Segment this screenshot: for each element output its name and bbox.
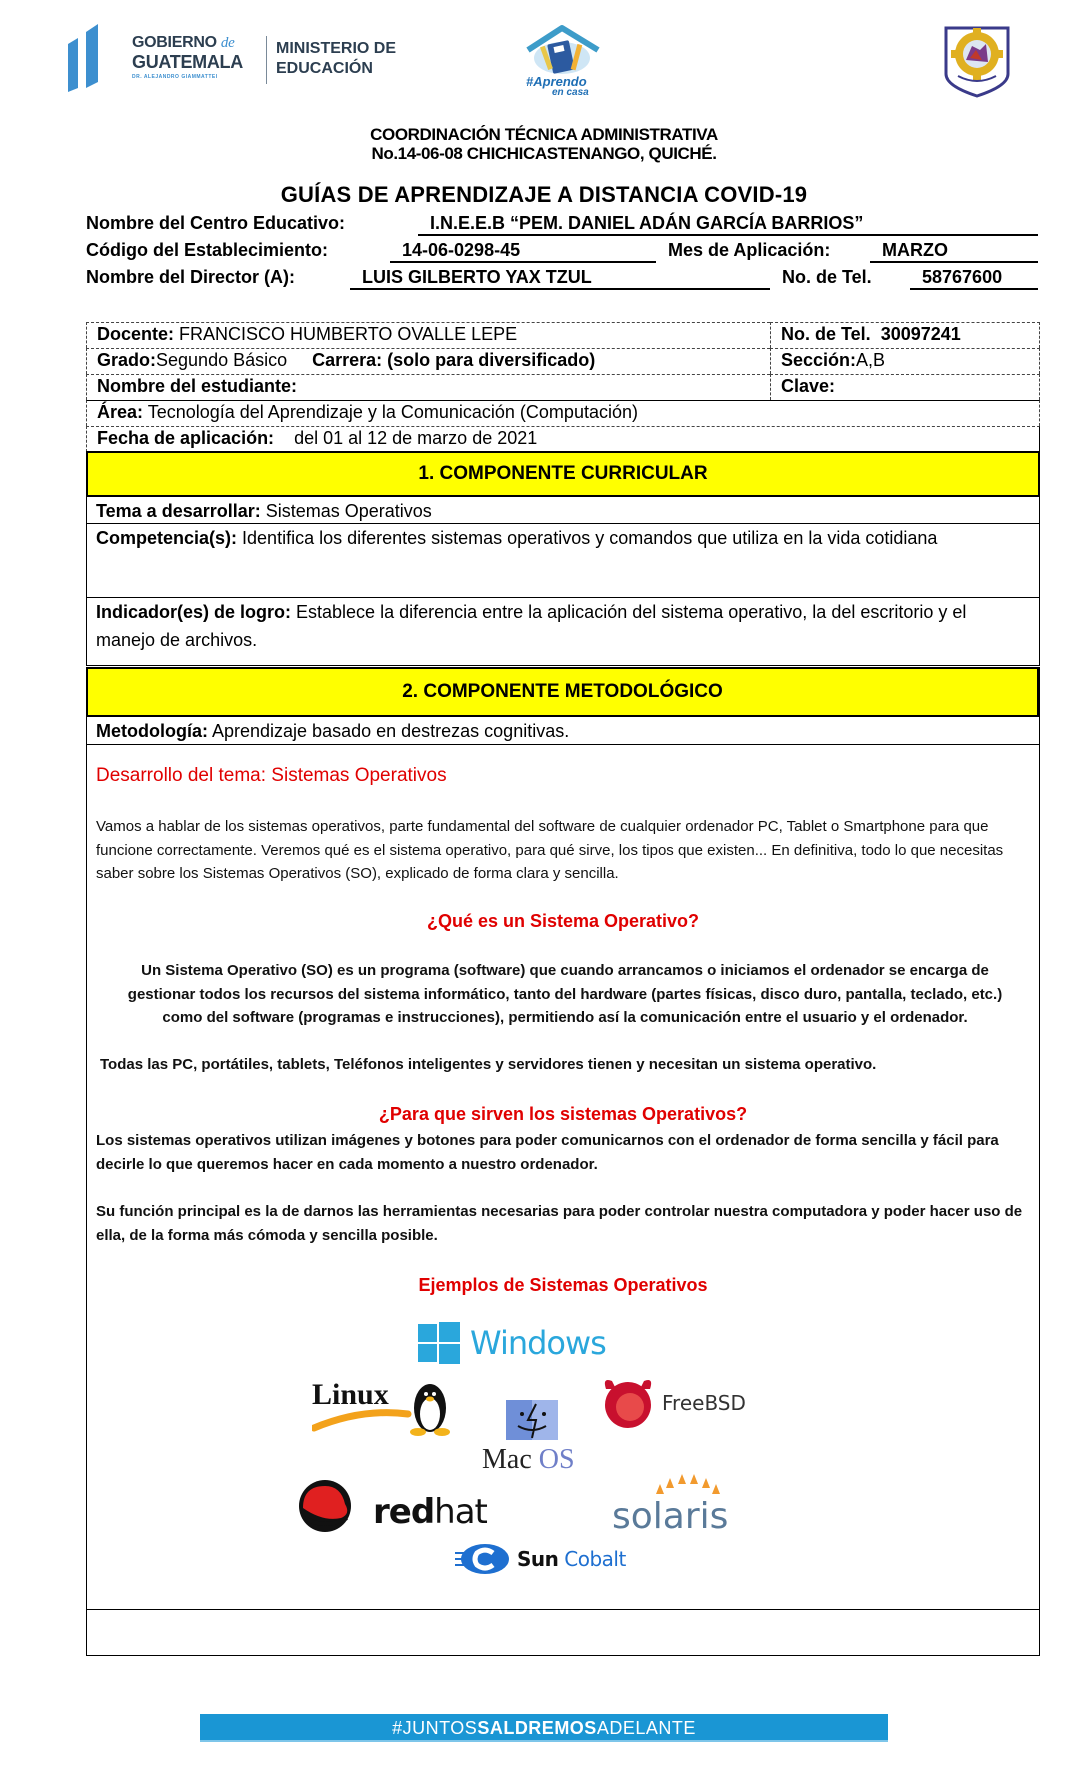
banner-prefix: #JUNTOS — [392, 1718, 478, 1738]
guatemala-label: GUATEMALA — [132, 52, 243, 72]
sun-cobalt-label: Sun Cobalt — [517, 1547, 626, 1571]
competencia-value: Identifica los diferentes sistemas operativos y comandos que utiliza en la vida cotidiana — [237, 528, 938, 548]
director-label: Nombre del Director (A): — [86, 267, 296, 287]
fecha-value: del 01 al 12 de marzo de 2021 — [294, 428, 538, 448]
seccion-value: A,B — [856, 350, 886, 370]
aprendo-en-casa-logo — [522, 24, 612, 104]
seccion-label: Sección: — [781, 350, 857, 370]
docente-value: FRANCISCO HUMBERTO OVALLE LEPE — [174, 324, 518, 344]
what-for-heading: ¿Para que sirven los sistemas Operativos? — [378, 1104, 748, 1124]
teacher-phone-cell — [770, 322, 1040, 348]
solaris-label: solaris — [612, 1496, 729, 1537]
banner-bold: SALDREMOS — [477, 1718, 597, 1738]
macos-label: Mac OS — [482, 1444, 575, 1475]
tema-label: Tema a desarrollar: — [96, 501, 261, 521]
all-devices-line: Todas las PC, portátiles, tablets, Teléfonos inteligentes y servidores tienen y necesitan un sistema operativo. — [100, 1056, 877, 1073]
divider — [86, 744, 1040, 745]
fecha-cell — [86, 426, 1040, 452]
educacion-label: EDUCACIÓN — [276, 60, 373, 77]
grado-value: Segundo Básico — [156, 350, 288, 370]
area-value: Tecnología del Aprendizaje y la Comunicación (Computación) — [143, 402, 638, 422]
area-cell — [86, 400, 1040, 426]
desarrollo-heading: Desarrollo del tema: Sistemas Operativos — [96, 765, 447, 786]
banner-suffix: ADELANTE — [596, 1718, 696, 1738]
phone-label: No. de Tel. — [782, 267, 872, 287]
clave-label: Clave: — [781, 376, 836, 396]
windows-label: Windows — [470, 1324, 606, 1362]
macos-logo — [480, 1400, 590, 1480]
metodologia-label: Metodología: — [96, 721, 208, 741]
what-for-paragraph-2: Su función principal es la de darnos las herramientas necesarias para poder controlar nuestra computadora y poder hacer uso de ella, de la forma más cómoda y sencilla posible. — [96, 1203, 1023, 1244]
teacher-phone-label: No. de Tel. — [781, 324, 871, 344]
examples-heading: Ejemplos de Sistemas Operativos — [418, 1275, 708, 1295]
gobierno-guatemala-logo — [66, 16, 426, 92]
freebsd-logo — [600, 1375, 770, 1431]
fecha-label: Fecha de aplicación: — [97, 428, 275, 448]
gobierno-label: GOBIERNO de — [132, 34, 235, 51]
freebsd-label: FreeBSD — [662, 1391, 746, 1415]
competencia-row — [96, 524, 1030, 552]
section1-heading: 1. COMPONENTE CURRICULAR — [86, 451, 1040, 497]
indicador-row — [96, 598, 1030, 654]
month-label: Mes de Aplicación: — [668, 240, 831, 260]
indicador-value: Establece la diferencia entre la aplicación del sistema operativo, la del escritorio y el manejo de archivos. — [96, 602, 967, 650]
table-bottom-border — [86, 1655, 1040, 1656]
center-value: I.N.E.E.B “PEM. DANIEL ADÁN GARCÍA BARRIOS” — [418, 212, 1038, 236]
area-label: Área: — [97, 402, 144, 422]
what-is-paragraph: Un Sistema Operativo (SO) es un programa (software) que cuando arrancamos o iniciamos el ordenador se encarga de gestionar todos los recursos del sistema informático, tanto del hardware (partes físicas, disco duro, pantalla, teclado, etc.) como del software (programas e instrucciones), permitiendo así la comunicación entre el usuario y el ordenador. — [127, 962, 1003, 1026]
aprendo-hashtag: #Aprendo — [526, 74, 587, 89]
student-label: Nombre del estudiante: — [97, 376, 298, 396]
mac-finder-icon — [506, 1400, 558, 1440]
school-shield-gear-icon — [940, 20, 1014, 98]
guide-title: GUÍAS DE APRENDIZAJE A DISTANCIA COVID-19 — [280, 182, 808, 207]
solaris-logo — [610, 1470, 750, 1540]
phone-value: 58767600 — [910, 266, 1038, 290]
redhat-label: redhat — [373, 1492, 487, 1532]
indicador-label: Indicador(es) de logro: — [96, 602, 292, 622]
redhat-fedora-icon — [295, 1478, 359, 1538]
docente-cell — [86, 322, 770, 348]
section2-heading: 2. COMPONENTE METODOLÓGICO — [86, 667, 1040, 717]
linux-logo — [312, 1374, 460, 1438]
seccion-cell — [770, 348, 1040, 374]
metodologia-value: Aprendizaje basado en destrezas cognitivas. — [207, 721, 570, 741]
what-for-paragraph-1: Los sistemas operativos utilizan imágenes y botones para poder comunicarnos con el ordenador de forma sencilla y fácil para decirle lo que queremos hacer en cada momento a nuestro ordenador. — [96, 1132, 999, 1173]
juntos-saldremos-banner — [200, 1714, 888, 1742]
student-cell[interactable] — [86, 374, 770, 400]
en-casa-label: en casa — [552, 87, 589, 98]
clave-cell[interactable] — [770, 374, 1040, 400]
president-label: DR. ALEJANDRO GIAMMATTEI — [132, 74, 218, 80]
tema-row — [96, 498, 1030, 524]
location-title: No.14-06-08 CHICHICASTENANGO, QUICHÉ. — [371, 144, 717, 163]
coordination-title: COORDINACIÓN TÉCNICA ADMINISTRATIVA — [370, 125, 718, 144]
sun-cobalt-logo — [455, 1543, 635, 1579]
carrera-label: Carrera: (solo para diversificado) — [312, 350, 596, 370]
logo-divider — [266, 36, 267, 84]
windows-logo-icon — [418, 1322, 460, 1364]
linux-label: Linux — [312, 1378, 389, 1411]
redhat-logo — [295, 1478, 495, 1542]
windows-logo — [418, 1322, 618, 1366]
month-value: MARZO — [870, 239, 1038, 263]
freebsd-daemon-icon — [600, 1375, 656, 1431]
school-crest-logo — [940, 20, 1014, 98]
intro-paragraph: Vamos a hablar de los sistemas operativos, parte fundamental del software de cualquier ordenador PC, Tablet o Smartphone para que funcione correctamente. Veremos qué es el sistema operativo, para qué sirve, los tipos que existen... En definitiva, todo lo que necesitas saber sobre los Sistemas Operativos (SO), explicado de forma clara y sencilla. — [96, 818, 1004, 882]
tux-penguin-icon — [312, 1374, 462, 1438]
gobierno-bars-icon — [66, 16, 116, 92]
teacher-phone-value: 30097241 — [880, 324, 961, 344]
metodologia-row — [96, 718, 1030, 744]
grado-cell — [86, 348, 770, 374]
docente-label: Docente: — [97, 324, 175, 344]
center-label: Nombre del Centro Educativo: — [86, 213, 346, 233]
sun-cobalt-icon — [455, 1543, 509, 1575]
ministerio-label: MINISTERIO DE — [276, 40, 397, 57]
competencia-label: Competencia(s): — [96, 528, 238, 548]
tema-value: Sistemas Operativos — [260, 501, 432, 521]
divider — [86, 1609, 1040, 1610]
what-is-heading: ¿Qué es un Sistema Operativo? — [426, 911, 700, 931]
grado-label: Grado: — [97, 350, 157, 370]
code-label: Código del Establecimiento: — [86, 240, 329, 260]
code-value: 14-06-0298-45 — [390, 239, 656, 263]
divider — [86, 665, 1040, 666]
director-value: LUIS GILBERTO YAX TZUL — [350, 266, 770, 290]
